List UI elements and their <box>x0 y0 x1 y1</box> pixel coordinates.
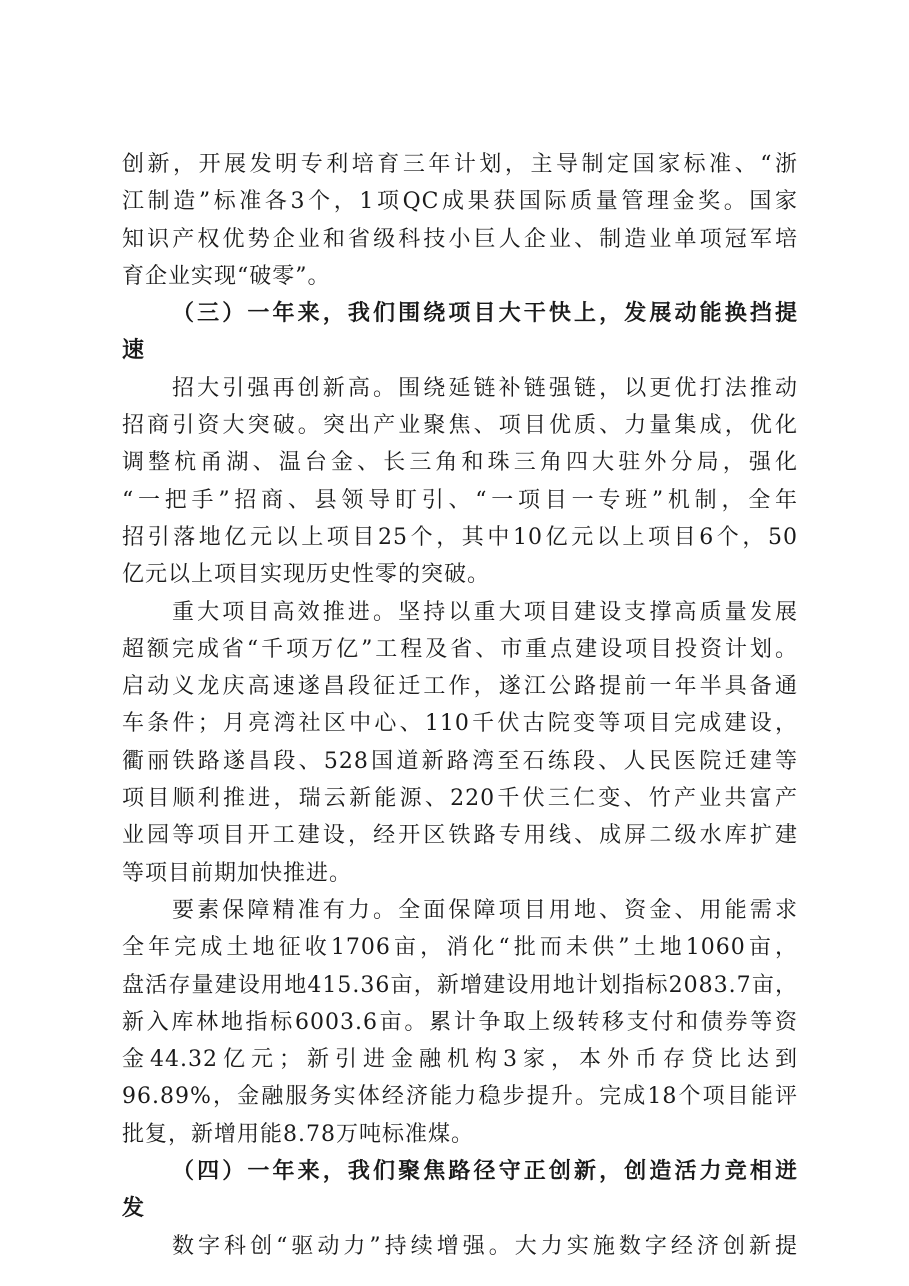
text-line-13: 重大项目高效推进。坚持以重大项目建设支撑高质量发展 <box>172 599 798 625</box>
text-line-25: 金44.32亿元；新引进金融机构3家，本外币存贷比达到 <box>122 1047 798 1073</box>
text-line-14: 超额完成省“千项万亿”工程及省、市重点建设项目投资计划。 <box>122 636 798 662</box>
text-line-4: 育企业实现“破零”。 <box>122 263 331 289</box>
section-heading-3-cont: 速 <box>122 337 146 364</box>
text-line-3: 知识产权优势企业和省级科技小巨人企业、制造业单项冠军培 <box>122 226 798 252</box>
text-line-2: 江制造”标准各3个，1项QC成果获国际质量管理金奖。国家 <box>122 189 798 215</box>
text-line-23: 盘活存量建设用地415.36亩，新增建设用地计划指标2083.7亩， <box>122 972 798 998</box>
text-line-24: 新入库林地指标6003.6亩。累计争取上级转移支付和债券等资 <box>122 1009 798 1035</box>
section-heading-3: （三）一年来，我们围绕项目大干快上，发展动能换挡提 <box>172 300 798 327</box>
text-line-26: 96.89%，金融服务实体经济能力稳步提升。完成18个项目能评 <box>122 1084 798 1110</box>
text-line-22: 全年完成土地征收1706亩，消化“批而未供”土地1060亩， <box>122 935 798 961</box>
text-line-1: 创新，开展发明专利培育三年计划，主导制定国家标准、“浙 <box>122 152 798 177</box>
text-line-7: 招大引强再创新高。围绕延链补链强链，以更优打法推动 <box>172 375 798 401</box>
text-line-21: 要素保障精准有力。全面保障项目用地、资金、用能需求 <box>172 897 798 923</box>
section-heading-4-cont: 发 <box>122 1195 146 1222</box>
body-text <box>122 146 798 1265</box>
section-heading-4: （四）一年来，我们聚焦路径守正创新，创造活力竞相迸 <box>172 1158 798 1185</box>
text-line-8: 招商引资大突破。突出产业聚焦、项目优质、力量集成，优化 <box>122 413 798 439</box>
text-line-27: 批复，新增用能8.78万吨标准煤。 <box>122 1121 474 1147</box>
text-line-30: 数字科创“驱动力”持续增强。大力实施数字经济创新提 <box>172 1233 798 1259</box>
text-line-12: 亿元以上项目实现历史性零的突破。 <box>122 562 491 588</box>
text-line-11: 招引落地亿元以上项目25个，其中10亿元以上项目6个，50 <box>122 524 798 550</box>
text-line-15: 启动义龙庆高速遂昌段征迁工作，遂江公路提前一年半具备通 <box>122 674 798 700</box>
text-line-16: 车条件；月亮湾社区中心、110千伏古院变等项目完成建设， <box>122 711 798 737</box>
text-line-20: 等项目前期加快推进。 <box>122 860 353 886</box>
text-line-10: “一把手”招商、县领导盯引、“一项目一专班”机制，全年 <box>122 487 798 513</box>
text-line-18: 项目顺利推进，瑞云新能源、220千伏三仁变、竹产业共富产 <box>122 786 798 812</box>
text-line-19: 业园等项目开工建设，经开区铁路专用线、成屏二级水库扩建 <box>122 823 798 849</box>
text-line-9: 调整杭甬湖、温台金、长三角和珠三角四大驻外分局，强化 <box>122 450 798 476</box>
text-line-17: 衢丽铁路遂昌段、528国道新路湾至石练段、人民医院迁建等 <box>122 748 798 774</box>
